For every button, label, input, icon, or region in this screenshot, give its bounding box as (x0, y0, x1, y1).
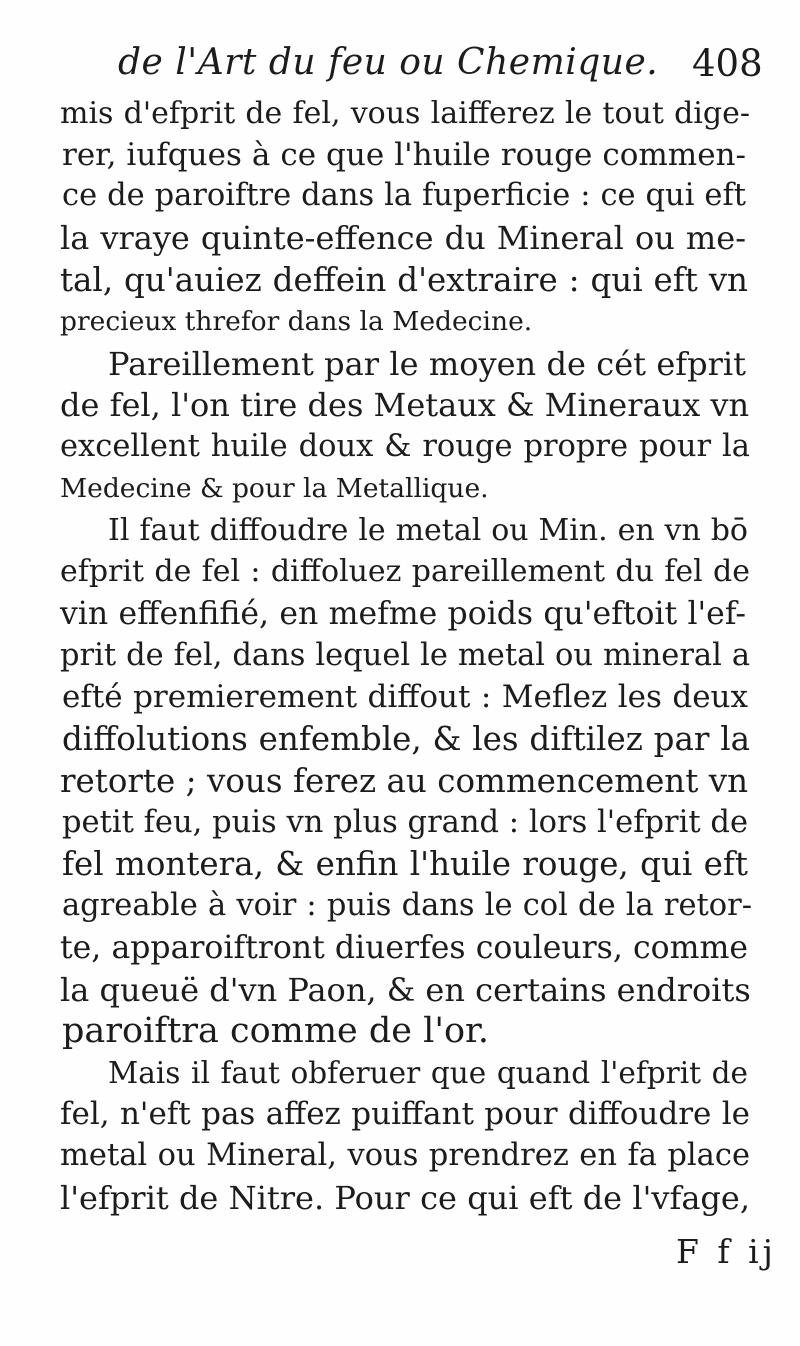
text-line: Pareillement par le moyen de cét efprit (108, 345, 746, 383)
running-title: de l'Art du feu ou Chemique. (118, 42, 659, 83)
text-line: paroiftra comme de l'or. (62, 1011, 490, 1051)
text-line: Medecine & pour la Metallique. (60, 473, 489, 504)
text-line: efté premierement diffout : Meflez les deux (62, 679, 748, 715)
text-line: prit de fel, dans lequel le metal ou mineral a (60, 638, 750, 673)
text-line: tal, qu'auiez deffein d'extraire : qui eft vn (60, 261, 748, 299)
text-line: diffolutions enfemble, & les diftilez par la (62, 720, 750, 758)
text-line: vin effenfifié, en mefme poids qu'eftoit l'ef- (60, 596, 746, 632)
text-line: l'efprit de Nitre. Pour ce qui eft de l'vfage, (60, 1179, 750, 1217)
text-line: ce de paroiftre dans la fuperficie : ce qui eft (62, 178, 746, 213)
text-line: rer, iufques à ce que l'huile rouge commen- (62, 137, 746, 173)
text-line: retorte ; vous ferez au commencement vn (60, 762, 748, 800)
running-head (0, 38, 800, 88)
text-line: agreable à voir : puis dans le col de la retor- (62, 888, 752, 923)
text-line: excellent huile doux & rouge propre pour la (60, 429, 750, 464)
text-line: precieux threfor dans la Medecine. (60, 306, 533, 337)
signature-mark: F f ij (676, 1232, 777, 1271)
text-line: petit feu, puis vn plus grand : lors l'efprit de (62, 805, 748, 840)
text-line: fel montera, & enfin l'huile rouge, qui eft (62, 845, 748, 883)
text-line: fel, n'eft pas affez puiffant pour diffoudre le (60, 1096, 750, 1132)
text-line: metal ou Mineral, vous prendrez en fa place (60, 1138, 750, 1173)
text-line: te, apparoiftront diuerfes couleurs, comme (60, 930, 748, 966)
text-line: Mais il faut obferuer que quand l'efprit de (108, 1056, 748, 1090)
text-line: la vraye quinte-effence du Mineral ou me- (60, 219, 746, 257)
text-line: de fel, l'on tire des Metaux & Mineraux vn (60, 386, 750, 424)
text-line: mis d'efprit de fel, vous laifferez le tout dige- (60, 96, 750, 131)
text-line: Il faut diffoudre le metal ou Min. en vn bō (108, 513, 748, 548)
text-line: la queuë d'vn Paon, & en certains endroits (60, 971, 751, 1009)
page-number: 408 (692, 42, 763, 85)
text-line: efprit de fel : diffoluez pareillement du fel de (60, 554, 750, 589)
